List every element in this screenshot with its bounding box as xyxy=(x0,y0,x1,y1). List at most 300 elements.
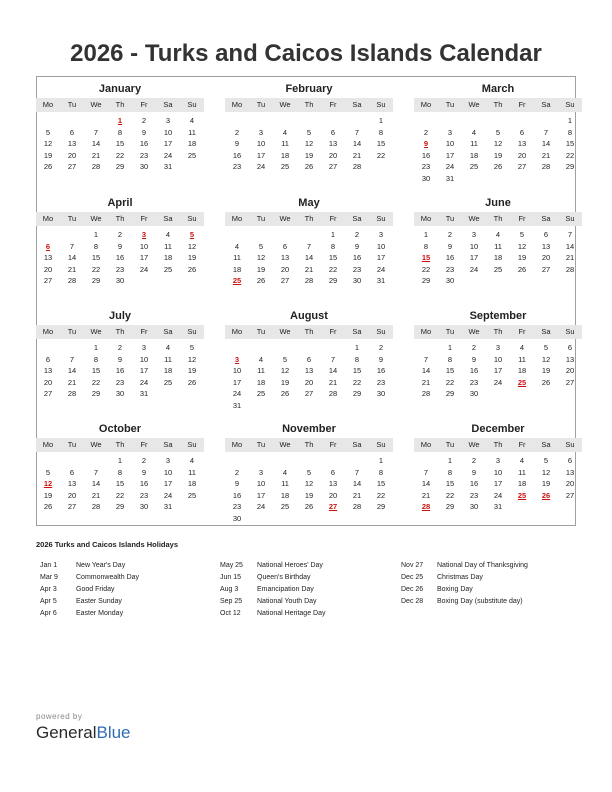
holiday-name: Christmas Day xyxy=(437,574,483,581)
day-cell: 28 xyxy=(541,162,551,171)
holiday-name: National Heroes' Day xyxy=(257,562,323,569)
day-cell: 19 xyxy=(43,490,53,500)
day-cell xyxy=(414,342,438,354)
day-cell: 6 xyxy=(69,127,75,137)
week-row xyxy=(414,115,582,127)
day-cell xyxy=(486,275,510,287)
day-cell: 5 xyxy=(45,127,51,137)
weekday-header: Th xyxy=(115,214,125,223)
day-cell: 18 xyxy=(187,479,197,488)
holiday-column xyxy=(401,560,528,608)
weekday-header: Mo xyxy=(42,440,54,449)
weekday-header: Mo xyxy=(231,440,243,449)
weekday-header: We xyxy=(468,327,480,336)
weekday-header: Su xyxy=(187,440,197,449)
day-cell: 25 xyxy=(163,377,173,387)
day-cell: 19 xyxy=(256,264,266,274)
day-cell: 20 xyxy=(67,490,77,500)
week-row xyxy=(414,241,582,253)
weekday-header: Sa xyxy=(541,100,551,109)
day-cell: 11 xyxy=(281,479,289,488)
day-cell: 4 xyxy=(495,230,501,239)
week-row xyxy=(225,490,393,502)
weekday-header: Su xyxy=(376,100,386,109)
holiday-entry xyxy=(401,560,528,572)
day-cell xyxy=(249,400,273,412)
day-cell: 12 xyxy=(517,241,527,251)
day-cell: 12 xyxy=(541,467,551,477)
month-february xyxy=(225,80,393,173)
day-cell: 2 xyxy=(234,467,240,477)
day-cell xyxy=(36,455,60,467)
day-cell: 13 xyxy=(43,366,53,375)
day-cell xyxy=(297,115,321,127)
day-cell: 14 xyxy=(352,479,362,488)
day-cell: 2 xyxy=(378,343,384,352)
day-cell: 13 xyxy=(541,241,551,251)
day-cell: 16 xyxy=(352,253,362,262)
weekday-header-row xyxy=(225,98,393,112)
day-cell: 29 xyxy=(445,502,455,511)
week-row xyxy=(225,275,393,287)
weekday-header: Fr xyxy=(140,440,148,449)
month-name: November xyxy=(282,423,336,435)
day-cell xyxy=(534,388,558,400)
day-cell: 19 xyxy=(43,150,53,160)
day-cell: 20 xyxy=(43,377,53,387)
day-cell xyxy=(36,229,60,241)
month-name: August xyxy=(290,310,328,322)
month-october xyxy=(36,420,204,513)
day-cell: 1 xyxy=(378,456,384,465)
day-cell: 14 xyxy=(91,139,101,148)
day-cell xyxy=(249,342,273,354)
day-cell: 16 xyxy=(139,479,149,488)
day-cell: 7 xyxy=(93,127,99,137)
day-cell: 15 xyxy=(445,479,455,488)
week-row xyxy=(36,161,204,173)
day-cell: 3 xyxy=(258,127,264,137)
day-cell xyxy=(462,115,486,127)
day-cell: 24 xyxy=(163,150,173,160)
day-cell: 5 xyxy=(543,343,549,352)
holiday-date: Dec 25 xyxy=(401,574,424,581)
day-cell: 17 xyxy=(376,253,386,262)
day-cell: 27 xyxy=(565,490,575,500)
day-cell: 26 xyxy=(517,264,527,274)
weekday-header: Sa xyxy=(352,100,362,109)
day-cell: 6 xyxy=(519,127,525,137)
weekday-header: Mo xyxy=(231,327,243,336)
day-cell: 26 xyxy=(187,377,197,387)
day-cell: 23 xyxy=(376,377,386,387)
day-cell: 27 xyxy=(43,389,53,398)
day-cell xyxy=(510,501,534,513)
weekday-header: We xyxy=(279,214,291,223)
day-cell xyxy=(60,455,84,467)
weekday-header: Mo xyxy=(42,100,54,109)
day-cell: 24 xyxy=(376,264,386,274)
week-row xyxy=(36,478,204,490)
day-cell: 14 xyxy=(421,366,431,375)
day-cell: 20 xyxy=(541,253,551,262)
day-cell: 27 xyxy=(565,377,575,387)
week-row xyxy=(36,127,204,139)
day-cell: 31 xyxy=(139,389,149,398)
day-cell xyxy=(297,400,321,412)
holiday-day-cell: 26 xyxy=(541,490,551,500)
weekday-header-row xyxy=(414,325,582,339)
day-cell: 28 xyxy=(352,162,362,171)
weekday-header: Tu xyxy=(445,440,455,449)
day-cell: 9 xyxy=(378,354,384,364)
weekday-header: Sa xyxy=(163,440,173,449)
month-name: July xyxy=(108,310,131,322)
day-cell: 9 xyxy=(471,354,477,364)
weekday-header: Sa xyxy=(352,214,362,223)
weekday-header: Sa xyxy=(163,327,173,336)
day-cell: 1 xyxy=(423,230,429,239)
day-cell: 11 xyxy=(233,253,241,262)
day-cell: 4 xyxy=(519,343,525,352)
week-row xyxy=(225,513,393,525)
day-cell xyxy=(321,455,345,467)
day-cell: 25 xyxy=(163,264,173,274)
day-cell: 31 xyxy=(163,162,173,171)
holiday-entry xyxy=(220,596,325,608)
week-row xyxy=(414,388,582,400)
day-cell: 3 xyxy=(258,467,264,477)
day-cell: 8 xyxy=(93,354,99,364)
week-row xyxy=(36,252,204,264)
day-cell: 17 xyxy=(493,479,503,488)
day-cell: 22 xyxy=(421,264,431,274)
day-cell: 2 xyxy=(471,343,477,352)
day-cell xyxy=(558,275,582,287)
day-cell: 23 xyxy=(469,377,479,387)
week-row xyxy=(36,241,204,253)
weekday-header: Th xyxy=(115,440,125,449)
weekday-header-row xyxy=(414,438,582,452)
day-cell: 20 xyxy=(517,150,527,160)
holiday-date: Jun 15 xyxy=(220,574,242,581)
holiday-day-cell: 25 xyxy=(517,490,527,500)
day-cell: 13 xyxy=(565,467,575,477)
day-cell: 17 xyxy=(445,150,455,160)
weekday-header: Tu xyxy=(445,100,455,109)
day-cell: 20 xyxy=(280,264,290,274)
day-cell: 7 xyxy=(306,241,312,251)
weekday-header: Sa xyxy=(541,214,551,223)
day-cell xyxy=(60,342,84,354)
holiday-name: Queen's Birthday xyxy=(257,574,311,581)
day-cell: 4 xyxy=(165,343,171,352)
day-cell: 15 xyxy=(376,139,386,148)
day-cell: 23 xyxy=(115,377,125,387)
week-row xyxy=(36,342,204,354)
day-cell: 3 xyxy=(141,343,147,352)
day-cell: 5 xyxy=(282,354,288,364)
day-cell: 4 xyxy=(189,116,195,125)
holiday-entry xyxy=(40,596,139,608)
week-row xyxy=(36,138,204,150)
day-cell: 6 xyxy=(45,354,51,364)
day-cell: 3 xyxy=(378,230,384,239)
day-cell: 6 xyxy=(330,127,336,137)
weekday-header: Su xyxy=(565,327,575,336)
day-cell: 31 xyxy=(232,400,242,410)
day-cell: 18 xyxy=(517,366,527,375)
week-row xyxy=(36,229,204,241)
week-row xyxy=(36,377,204,389)
holiday-name: Emancipation Day xyxy=(257,586,314,593)
day-cell: 29 xyxy=(352,389,362,398)
holiday-date: Apr 5 xyxy=(40,598,57,605)
day-cell xyxy=(36,342,60,354)
day-cell: 28 xyxy=(304,276,314,285)
day-cell: 24 xyxy=(139,264,149,274)
weekday-header: Fr xyxy=(140,214,148,223)
day-cell: 23 xyxy=(421,162,431,171)
day-cell: 21 xyxy=(328,377,338,387)
day-cell: 10 xyxy=(232,366,242,375)
weekday-header: Th xyxy=(304,327,314,336)
holiday-name: Easter Sunday xyxy=(76,598,122,605)
week-row xyxy=(414,478,582,490)
day-cell: 2 xyxy=(447,230,453,239)
day-cell: 16 xyxy=(376,366,386,375)
day-cell: 10 xyxy=(445,139,455,148)
day-cell: 13 xyxy=(67,139,77,148)
day-cell: 11 xyxy=(188,127,196,137)
day-cell: 14 xyxy=(304,253,314,262)
holiday-entry xyxy=(220,572,325,584)
day-cell: 25 xyxy=(280,162,290,171)
weekday-header-row xyxy=(36,212,204,226)
day-cell xyxy=(534,501,558,513)
weekday-header: Su xyxy=(187,327,197,336)
day-cell: 5 xyxy=(306,467,312,477)
day-cell xyxy=(438,115,462,127)
day-cell: 24 xyxy=(163,490,173,500)
day-cell: 1 xyxy=(567,116,573,125)
day-cell: 15 xyxy=(565,139,575,148)
day-cell: 27 xyxy=(328,162,338,171)
weekday-header: Fr xyxy=(140,100,148,109)
day-cell: 5 xyxy=(258,241,264,251)
day-cell: 7 xyxy=(423,467,429,477)
holiday-name: Easter Monday xyxy=(76,610,124,617)
day-cell: 10 xyxy=(139,241,149,251)
day-cell: 30 xyxy=(445,276,455,285)
day-cell: 21 xyxy=(304,264,314,274)
weekday-header: Su xyxy=(376,440,386,449)
day-cell: 28 xyxy=(565,264,575,274)
holiday-column xyxy=(220,560,325,620)
week-row xyxy=(225,127,393,139)
day-cell: 30 xyxy=(469,389,479,398)
weekday-header: Sa xyxy=(352,440,362,449)
day-cell: 25 xyxy=(187,150,197,160)
weekday-header-row xyxy=(225,438,393,452)
day-cell: 14 xyxy=(541,139,551,148)
week-row xyxy=(414,150,582,162)
week-row xyxy=(225,241,393,253)
day-cell: 1 xyxy=(93,230,99,239)
day-cell: 5 xyxy=(519,230,525,239)
day-cell: 17 xyxy=(256,150,266,160)
day-cell: 27 xyxy=(541,264,551,274)
week-row xyxy=(36,275,204,287)
week-row xyxy=(225,150,393,162)
holiday-entry xyxy=(40,572,139,584)
day-cell: 24 xyxy=(232,389,242,398)
day-cell xyxy=(132,275,156,287)
day-cell: 22 xyxy=(328,264,338,274)
day-cell: 19 xyxy=(304,490,314,500)
day-cell: 21 xyxy=(565,253,575,262)
day-cell xyxy=(249,115,273,127)
day-cell: 8 xyxy=(378,467,384,477)
weekday-header: We xyxy=(90,440,102,449)
weekday-header: Su xyxy=(187,214,197,223)
holiday-date: Dec 28 xyxy=(401,598,424,605)
day-cell: 17 xyxy=(163,139,173,148)
week-row xyxy=(225,229,393,241)
week-row xyxy=(414,365,582,377)
day-cell xyxy=(486,115,510,127)
day-cell: 29 xyxy=(376,502,386,511)
day-cell: 18 xyxy=(163,366,173,375)
brand-logo[interactable] xyxy=(36,712,131,743)
holiday-name: Good Friday xyxy=(76,586,115,593)
weekday-header: Mo xyxy=(231,100,243,109)
day-cell xyxy=(369,513,393,525)
day-cell: 11 xyxy=(494,241,502,251)
day-cell: 24 xyxy=(469,264,479,274)
week-row xyxy=(225,400,393,412)
day-cell xyxy=(321,400,345,412)
week-row xyxy=(225,467,393,479)
day-cell: 22 xyxy=(91,377,101,387)
day-cell: 2 xyxy=(141,456,147,465)
day-cell: 8 xyxy=(447,354,453,364)
day-cell: 23 xyxy=(139,490,149,500)
day-cell: 9 xyxy=(471,467,477,477)
day-cell: 31 xyxy=(493,502,503,511)
weekday-header: Tu xyxy=(67,100,77,109)
day-cell: 17 xyxy=(469,253,479,262)
weekday-header: Fr xyxy=(329,440,337,449)
day-cell: 8 xyxy=(378,127,384,137)
month-name: April xyxy=(107,197,133,209)
day-cell: 19 xyxy=(304,150,314,160)
day-cell xyxy=(84,115,108,127)
holiday-day-cell: 25 xyxy=(517,377,527,387)
day-cell: 25 xyxy=(280,502,290,511)
day-cell: 13 xyxy=(328,479,338,488)
day-cell xyxy=(180,161,204,173)
day-cell: 1 xyxy=(378,116,384,125)
holiday-day-cell: 15 xyxy=(421,253,431,262)
day-cell: 8 xyxy=(567,127,573,137)
day-cell: 4 xyxy=(258,354,264,364)
weekday-header: Th xyxy=(304,214,314,223)
day-cell: 1 xyxy=(93,343,99,352)
holiday-entry xyxy=(220,560,325,572)
week-row xyxy=(36,365,204,377)
week-row xyxy=(414,354,582,366)
holiday-day-cell: 9 xyxy=(423,139,429,148)
week-row xyxy=(36,490,204,502)
day-cell: 7 xyxy=(423,354,429,364)
day-cell: 16 xyxy=(445,253,455,262)
day-cell: 11 xyxy=(188,467,196,477)
day-cell: 13 xyxy=(43,253,53,262)
holiday-date: Oct 12 xyxy=(220,610,241,617)
day-cell: 24 xyxy=(256,502,266,511)
month-name: September xyxy=(469,310,527,322)
month-march xyxy=(414,80,582,184)
day-cell: 3 xyxy=(495,456,501,465)
day-cell: 31 xyxy=(163,502,173,511)
weekday-header: Fr xyxy=(329,327,337,336)
day-cell: 8 xyxy=(117,467,123,477)
day-cell xyxy=(462,275,486,287)
day-cell: 26 xyxy=(43,502,53,511)
day-cell: 7 xyxy=(354,127,360,137)
day-cell: 21 xyxy=(67,377,77,387)
day-cell: 6 xyxy=(306,354,312,364)
day-cell xyxy=(558,388,582,400)
day-cell: 27 xyxy=(304,389,314,398)
holiday-entry xyxy=(401,596,528,608)
week-row xyxy=(414,377,582,389)
day-cell: 12 xyxy=(187,241,197,251)
day-cell: 26 xyxy=(187,264,197,274)
day-cell xyxy=(558,501,582,513)
day-cell xyxy=(273,513,297,525)
day-cell: 7 xyxy=(69,354,75,364)
month-july xyxy=(36,307,204,400)
holiday-entry xyxy=(40,608,139,620)
day-cell: 16 xyxy=(469,479,479,488)
week-row xyxy=(36,264,204,276)
day-cell: 11 xyxy=(281,139,289,148)
day-cell: 10 xyxy=(256,139,266,148)
day-cell: 11 xyxy=(518,467,526,477)
day-cell: 11 xyxy=(164,354,172,364)
month-name: February xyxy=(285,83,333,95)
day-cell: 14 xyxy=(67,253,77,262)
day-cell: 18 xyxy=(163,253,173,262)
day-cell: 11 xyxy=(164,241,172,251)
day-cell xyxy=(249,513,273,525)
day-cell: 4 xyxy=(282,127,288,137)
day-cell: 23 xyxy=(232,502,242,511)
day-cell: 26 xyxy=(256,276,266,285)
week-row xyxy=(225,501,393,513)
weekday-header: Mo xyxy=(420,214,432,223)
day-cell: 28 xyxy=(67,389,77,398)
day-cell: 11 xyxy=(470,139,478,148)
day-cell: 10 xyxy=(139,354,149,364)
day-cell: 10 xyxy=(163,467,173,477)
weekday-header: Sa xyxy=(541,327,551,336)
week-row xyxy=(225,161,393,173)
day-cell: 2 xyxy=(141,116,147,125)
day-cell: 30 xyxy=(376,389,386,398)
